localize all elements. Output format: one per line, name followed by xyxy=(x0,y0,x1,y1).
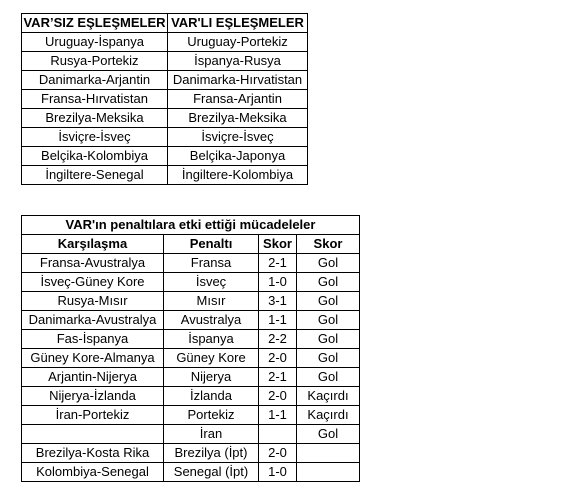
table-header-row xyxy=(22,14,308,33)
cell-without-var: Brezilya-Meksika xyxy=(22,109,168,128)
table-row xyxy=(22,254,360,273)
table-row xyxy=(22,128,308,147)
cell-match: Kolombiya-Senegal xyxy=(22,463,164,482)
table-row xyxy=(22,387,360,406)
cell-with-var: Brezilya-Meksika xyxy=(168,109,308,128)
table-row xyxy=(22,273,360,292)
cell-with-var: Danimarka-Hırvatistan xyxy=(168,71,308,90)
table-row xyxy=(22,166,308,185)
cell-with-var: İsviçre-İsveç xyxy=(168,128,308,147)
cell-score: 1-1 xyxy=(259,311,297,330)
cell-without-var: Danimarka-Arjantin xyxy=(22,71,168,90)
cell-score: 1-0 xyxy=(259,273,297,292)
cell-score xyxy=(259,425,297,444)
table-row xyxy=(22,311,360,330)
cell-result xyxy=(297,463,360,482)
cell-with-var: Uruguay-Portekiz xyxy=(168,33,308,52)
var-penalty-table xyxy=(21,215,360,482)
cell-match: İran-Portekiz xyxy=(22,406,164,425)
cell-result: Gol xyxy=(297,330,360,349)
cell-without-var: Belçika-Kolombiya xyxy=(22,147,168,166)
header-match: Karşılaşma xyxy=(22,235,164,254)
cell-without-var: Fransa-Hırvatistan xyxy=(22,90,168,109)
cell-score: 3-1 xyxy=(259,292,297,311)
table-row xyxy=(22,147,308,166)
cell-result: Gol xyxy=(297,273,360,292)
table-row xyxy=(22,90,308,109)
header-score: Skor xyxy=(259,235,297,254)
cell-penalty: İsveç xyxy=(164,273,259,292)
cell-without-var: İsviçre-İsveç xyxy=(22,128,168,147)
cell-score: 2-1 xyxy=(259,368,297,387)
table-row xyxy=(22,330,360,349)
cell-penalty: Fransa xyxy=(164,254,259,273)
cell-score: 2-1 xyxy=(259,254,297,273)
table-row xyxy=(22,425,360,444)
cell-result xyxy=(297,444,360,463)
table-row xyxy=(22,292,360,311)
table-row xyxy=(22,368,360,387)
table-row xyxy=(22,71,308,90)
cell-result: Gol xyxy=(297,292,360,311)
header-without-var: VAR’SIZ EŞLEŞMELER xyxy=(22,14,168,33)
cell-result: Kaçırdı xyxy=(297,387,360,406)
cell-without-var: Uruguay-İspanya xyxy=(22,33,168,52)
cell-penalty: İran xyxy=(164,425,259,444)
cell-penalty: Portekiz xyxy=(164,406,259,425)
cell-match: Fas-İspanya xyxy=(22,330,164,349)
table-title-row xyxy=(22,216,360,235)
cell-penalty: Nijerya xyxy=(164,368,259,387)
cell-match: Rusya-Mısır xyxy=(22,292,164,311)
cell-match: Danimarka-Avustralya xyxy=(22,311,164,330)
cell-penalty: İspanya xyxy=(164,330,259,349)
cell-penalty: Güney Kore xyxy=(164,349,259,368)
cell-penalty: Avustralya xyxy=(164,311,259,330)
cell-score: 1-0 xyxy=(259,463,297,482)
cell-match: Brezilya-Kosta Rika xyxy=(22,444,164,463)
cell-penalty: İzlanda xyxy=(164,387,259,406)
cell-result: Gol xyxy=(297,254,360,273)
cell-score: 1-1 xyxy=(259,406,297,425)
cell-match: Güney Kore-Almanya xyxy=(22,349,164,368)
table-row xyxy=(22,349,360,368)
header-with-var: VAR'LI EŞLEŞMELER xyxy=(168,14,308,33)
header-score-result: Skor xyxy=(297,235,360,254)
cell-with-var: İngiltere-Kolombiya xyxy=(168,166,308,185)
cell-score: 2-0 xyxy=(259,444,297,463)
cell-with-var: Belçika-Japonya xyxy=(168,147,308,166)
cell-result: Gol xyxy=(297,425,360,444)
cell-match xyxy=(22,425,164,444)
cell-match: Fransa-Avustralya xyxy=(22,254,164,273)
table-title: VAR'ın penaltılara etki ettiği mücadeleler xyxy=(22,216,360,235)
cell-result: Gol xyxy=(297,368,360,387)
cell-score: 2-0 xyxy=(259,349,297,368)
table-row xyxy=(22,52,308,71)
cell-penalty: Senegal (İpt) xyxy=(164,463,259,482)
cell-penalty: Mısır xyxy=(164,292,259,311)
cell-without-var: Rusya-Portekiz xyxy=(22,52,168,71)
cell-score: 2-0 xyxy=(259,387,297,406)
table-header-row xyxy=(22,235,360,254)
cell-with-var: Fransa-Arjantin xyxy=(168,90,308,109)
table-row xyxy=(22,33,308,52)
cell-without-var: İngiltere-Senegal xyxy=(22,166,168,185)
table-row xyxy=(22,109,308,128)
table-row xyxy=(22,406,360,425)
var-matchups-table xyxy=(21,13,308,185)
table-row xyxy=(22,463,360,482)
cell-penalty: Brezilya (İpt) xyxy=(164,444,259,463)
cell-match: İsveç-Güney Kore xyxy=(22,273,164,292)
cell-with-var: İspanya-Rusya xyxy=(168,52,308,71)
cell-match: Arjantin-Nijerya xyxy=(22,368,164,387)
table-row xyxy=(22,444,360,463)
cell-result: Kaçırdı xyxy=(297,406,360,425)
cell-score: 2-2 xyxy=(259,330,297,349)
cell-result: Gol xyxy=(297,349,360,368)
header-penalty: Penaltı xyxy=(164,235,259,254)
cell-match: Nijerya-İzlanda xyxy=(22,387,164,406)
cell-result: Gol xyxy=(297,311,360,330)
